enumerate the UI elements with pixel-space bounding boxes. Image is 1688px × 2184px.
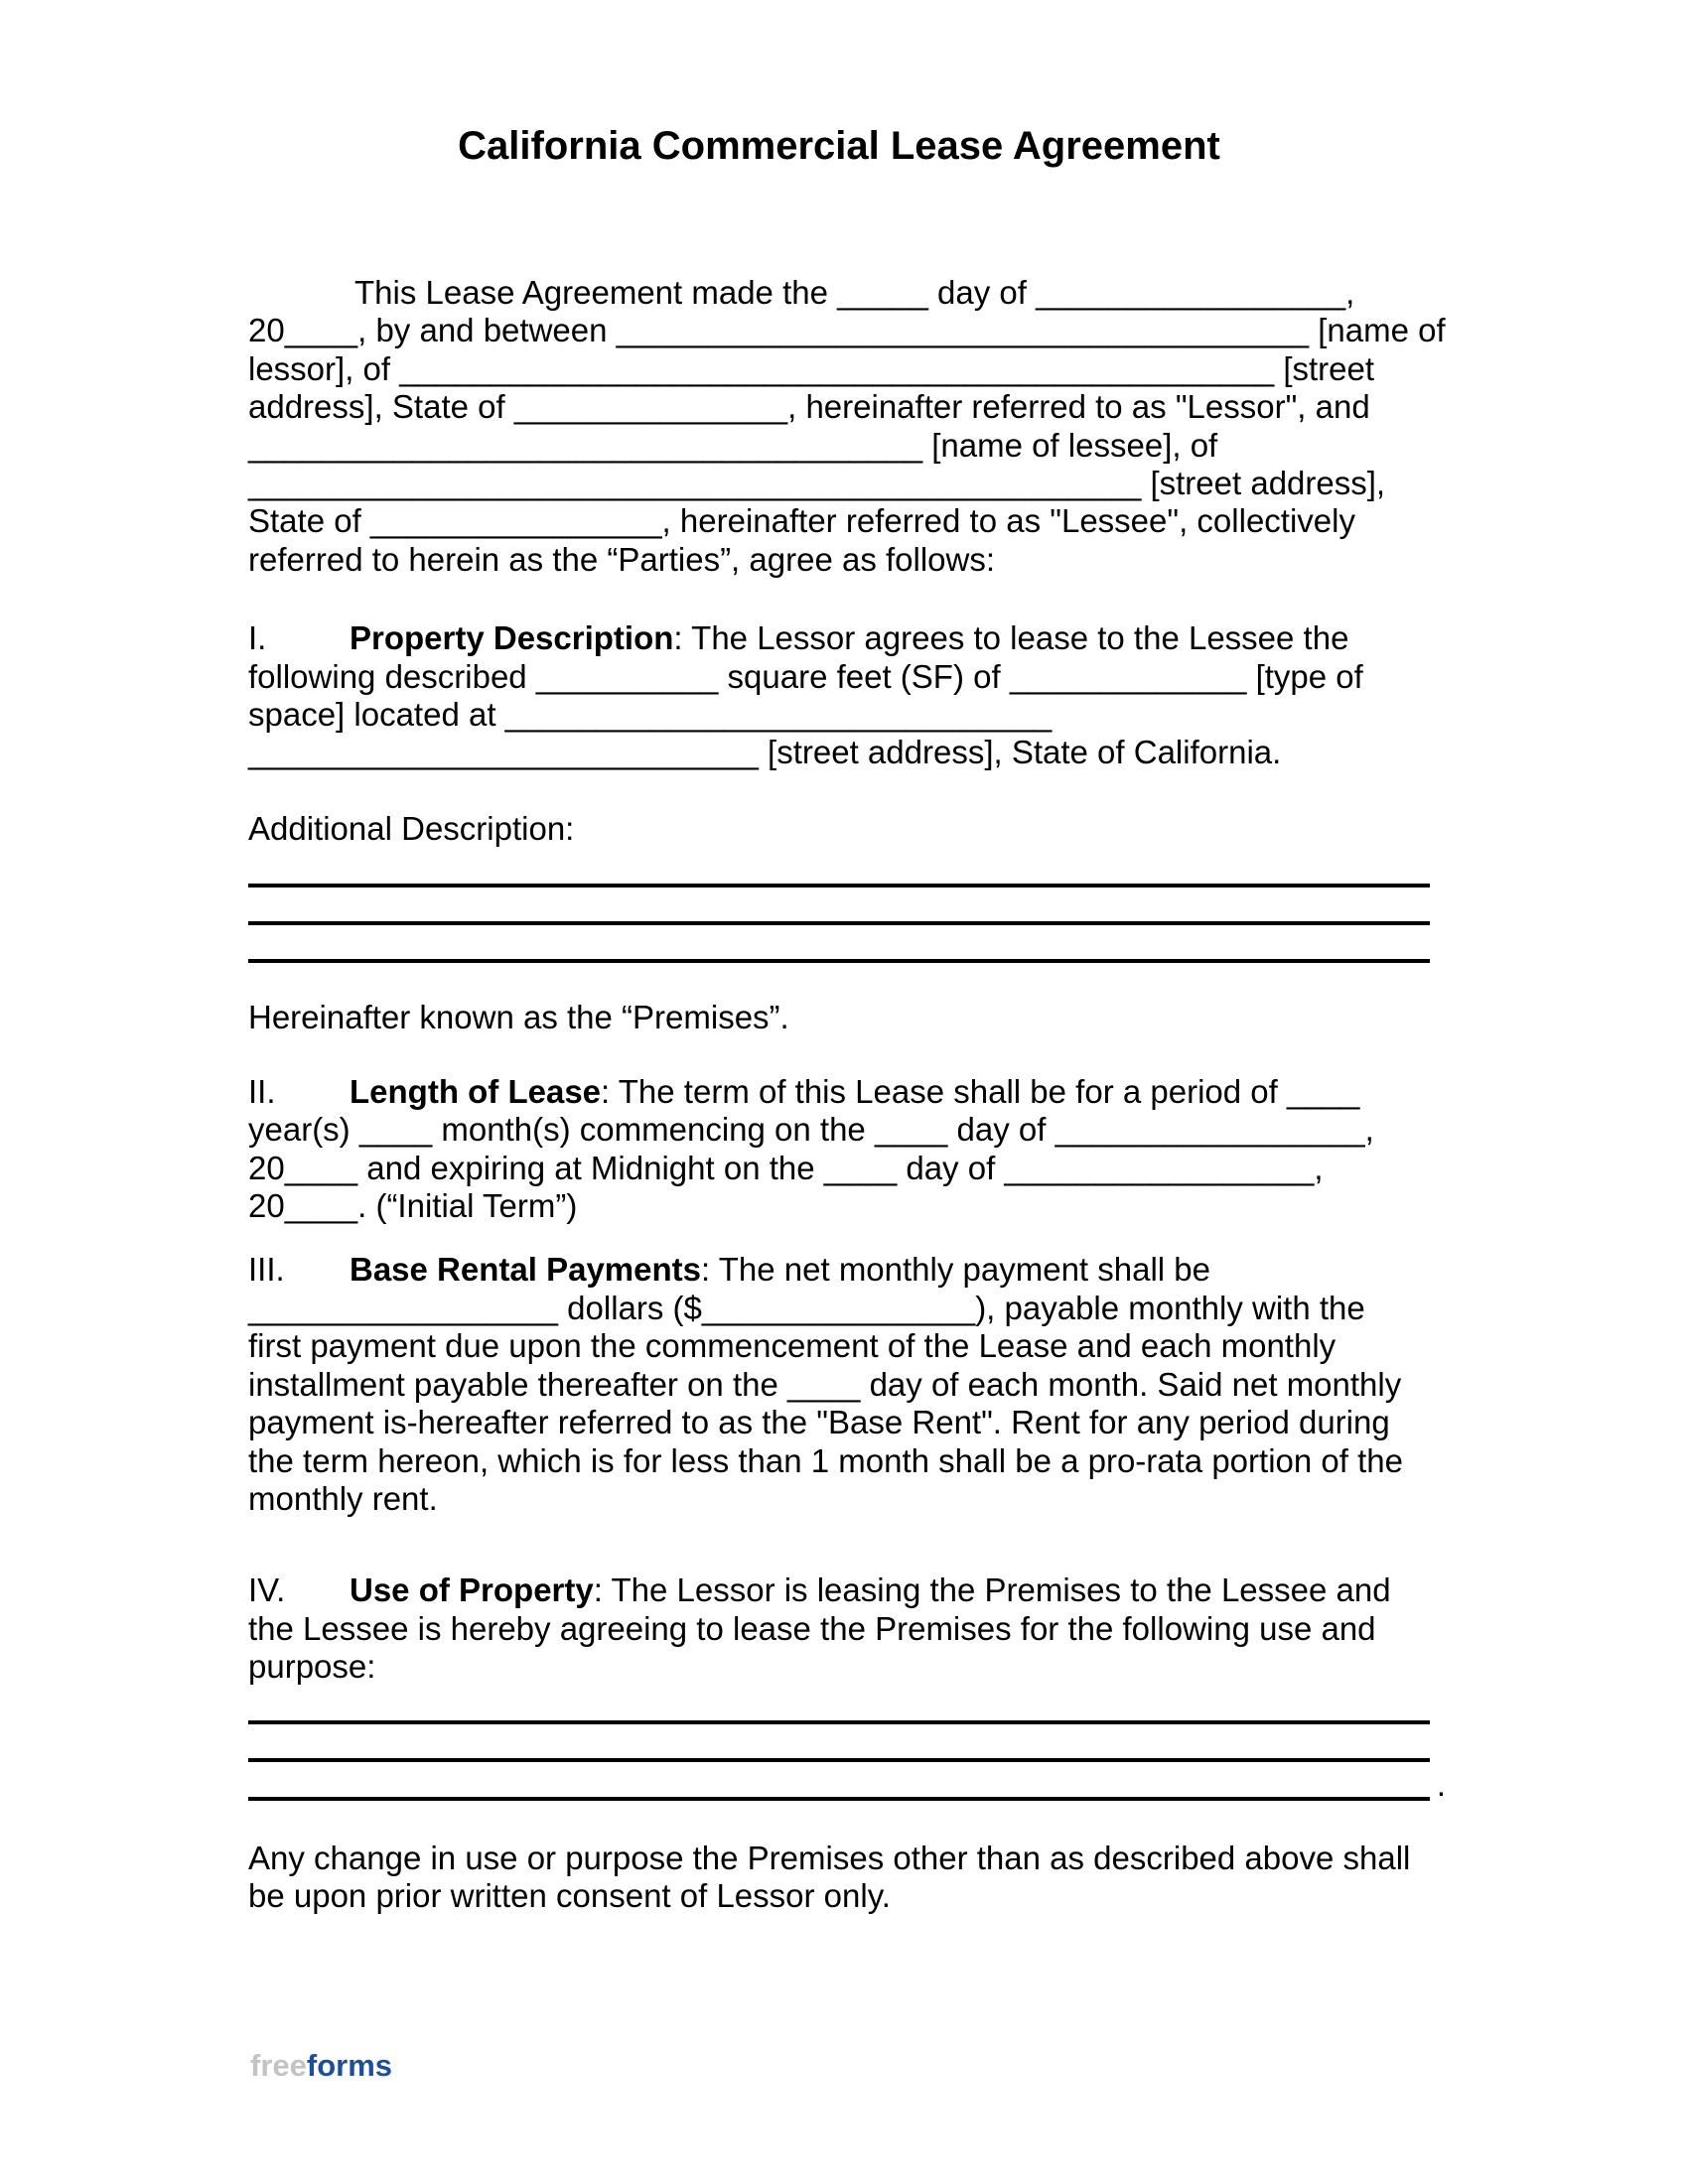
section-heading-line (248, 619, 1430, 657)
section-heading-rest: : The term of this Lease shall be for a period of ____ (601, 1072, 1360, 1110)
use-change-note (248, 1840, 1430, 1916)
use-purpose-blank-lines (248, 1687, 1446, 1804)
text-line: _________________ dollars ($_______________), payable monthly with the (248, 1289, 1365, 1326)
text-line: 20____. (“Initial Term”) (248, 1187, 578, 1225)
text-line: ____________________________ [street address], State of California. (248, 734, 1282, 771)
logo-free-text: free (250, 2048, 307, 2083)
text-line: This Lease Agreement made the _____ day of _________________, (354, 274, 1355, 311)
text-line: purpose: (248, 1648, 376, 1686)
text-line: address], State of _______________, hereinafter referred to as "Lessor", and (248, 388, 1370, 426)
text-line: _________________________________________________ [street address], (248, 465, 1386, 502)
section-heading-line (248, 1251, 1430, 1289)
section-heading-line (248, 1571, 1430, 1609)
premises-note (248, 999, 1430, 1036)
section-use-of-property (248, 1571, 1430, 1686)
section-base-rental-payments (248, 1251, 1430, 1518)
blank-fill-line (248, 1687, 1430, 1724)
text-line: the term hereon, which is for less than 1 month shall be a pro-rata portion of the (248, 1441, 1403, 1479)
section-heading-rest: : The Lessor is leasing the Premises to the Lessee and (593, 1571, 1391, 1609)
freeforms-logo (250, 2048, 392, 2084)
section-numeral: IV. (248, 1571, 286, 1609)
text-line: the Lessee is hereby agreeing to lease the Premises for the following use and (248, 1609, 1376, 1647)
text-line: lessor], of ________________________________________________ [street (248, 349, 1375, 387)
section-heading: Length of Lease (350, 1072, 602, 1110)
section-numeral: I. (248, 619, 267, 657)
text-line: Any change in use or purpose the Premises other than as described above shall (248, 1839, 1411, 1876)
text-line: first payment due upon the commencement of the Lease and each monthly (248, 1327, 1336, 1365)
text-line: Hereinafter known as the “Premises”. (248, 999, 789, 1036)
additional-description-blank-lines (248, 849, 1430, 963)
text-line: monthly rent. (248, 1479, 438, 1517)
logo-forms-text: forms (306, 2048, 393, 2083)
section-heading: Base Rental Payments (350, 1251, 701, 1289)
section-numeral: III. (248, 1251, 285, 1289)
text-line: 20____ and expiring at Midnight on the ____ day of _________________, (248, 1149, 1324, 1186)
section-heading-line (248, 1073, 1430, 1111)
blank-fill-line (248, 887, 1430, 925)
text-line: be upon prior written consent of Lessor only. (248, 1877, 891, 1915)
trailing-period: . (1436, 1766, 1446, 1804)
section-heading: Property Description (350, 619, 674, 657)
text-line: following described __________ square feet (SF) of _____________ [type of (248, 657, 1363, 695)
blank-fill-line (248, 925, 1430, 963)
text-line: year(s) ____ month(s) commencing on the ____ day of _________________, (248, 1111, 1374, 1149)
text-line: State of ________________, hereinafter referred to as "Lessee", collectively (248, 502, 1355, 540)
text-line: payment is-hereafter referred to as the "Base Rent". Rent for any period during (248, 1404, 1390, 1441)
text-line: installment payable thereafter on the ____ day of each month. Said net monthly (248, 1365, 1402, 1403)
text-line: _____________________________________ [name of lessee], of (248, 426, 1218, 464)
section-property-description (248, 619, 1430, 772)
blank-fill-line (248, 849, 1430, 887)
blank-fill-line (248, 1762, 1446, 1804)
section-numeral: II. (248, 1072, 276, 1110)
text-line: 20____, by and between ______________________________________ [name of (248, 312, 1446, 349)
text-line: space] located at ______________________________ (248, 696, 1053, 734)
text-line: Additional Description: (248, 809, 575, 847)
text-line: referred to herein as the “Parties”, agree as follows: (248, 540, 996, 578)
additional-description-label (248, 810, 1430, 848)
section-heading-rest: : The Lessor agrees to lease to the Lessee the (673, 619, 1349, 657)
page-title: California Commercial Lease Agreement (458, 124, 1220, 168)
document-body (248, 0, 1446, 1916)
section-length-of-lease (248, 1073, 1430, 1226)
opening-paragraph (248, 274, 1446, 579)
section-heading: Use of Property (350, 1571, 594, 1609)
blank-fill-line (248, 1724, 1430, 1762)
section-heading-rest: : The net monthly payment shall be (701, 1251, 1211, 1289)
